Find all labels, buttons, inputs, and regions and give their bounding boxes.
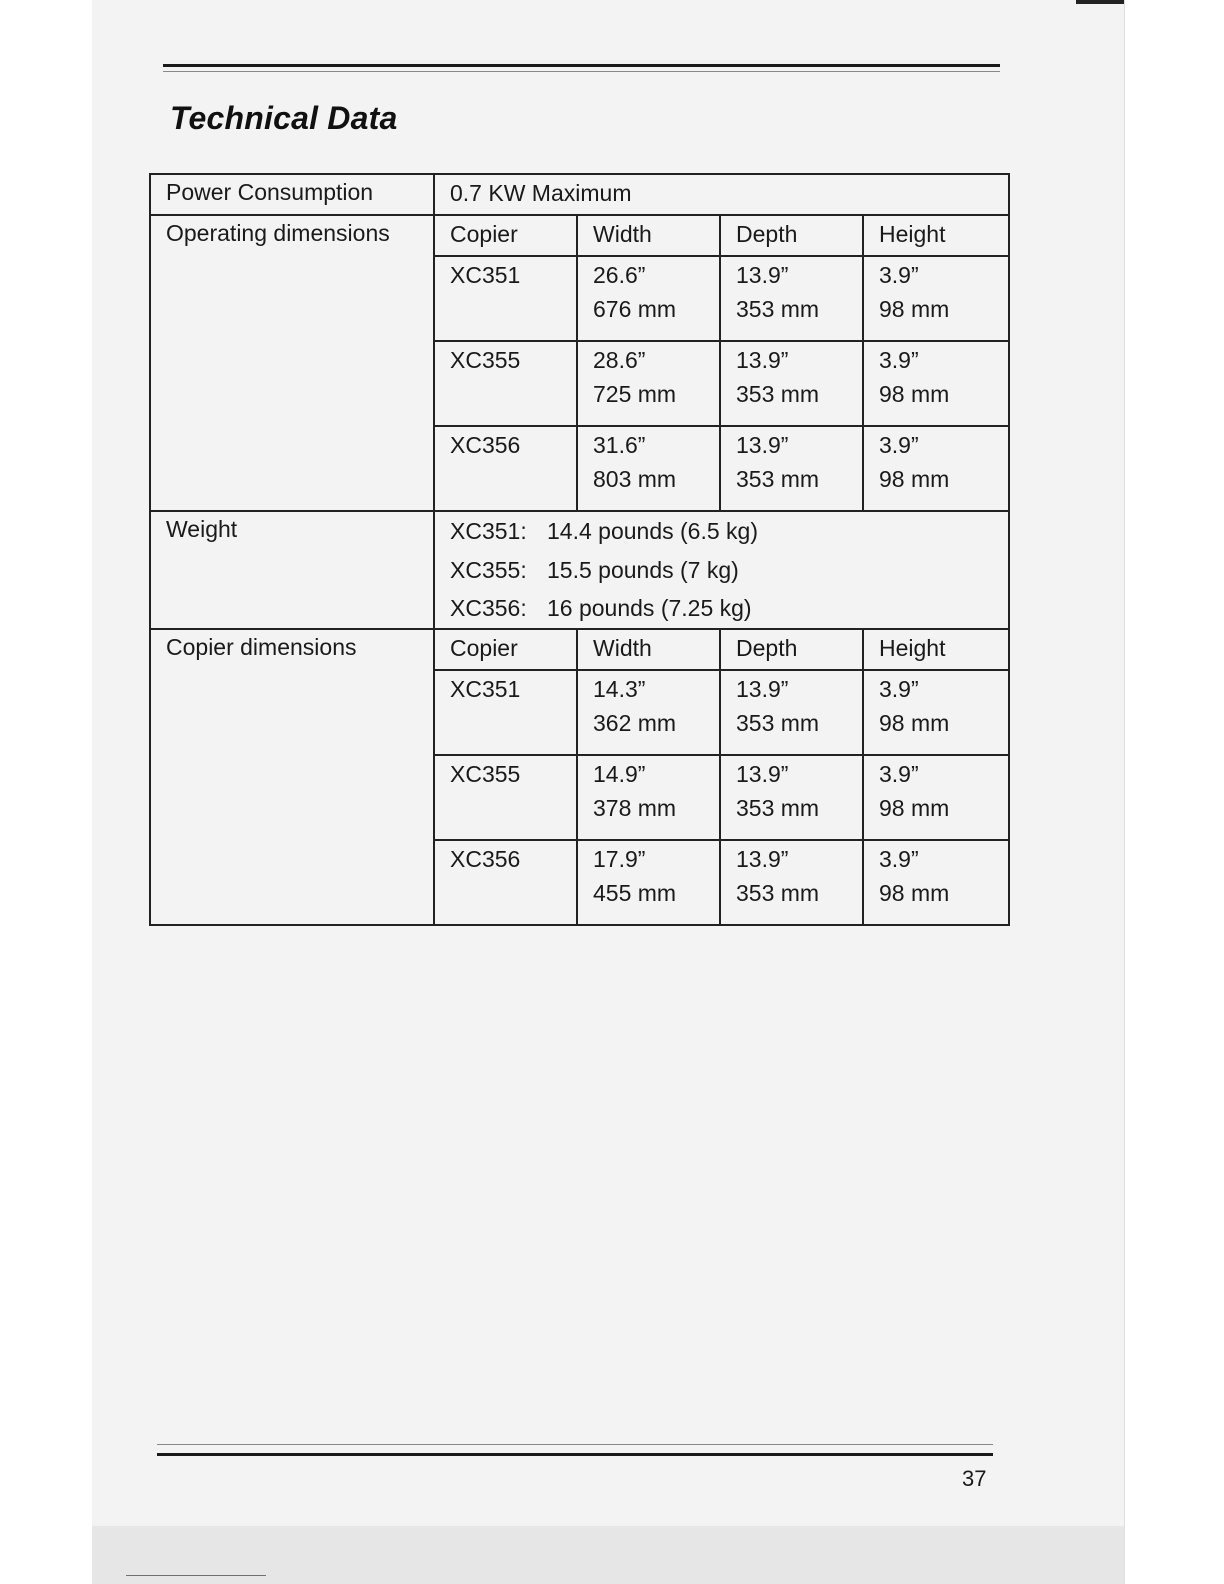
height-in: 3.9” [879,845,919,872]
header-rule-thin [163,71,1000,72]
width-mm: 676 mm [593,296,677,322]
copier-label: Copier dimensions [150,629,434,925]
depth-mm: 353 mm [736,879,820,906]
weight-model: XC356: [450,595,527,621]
width-mm: 803 mm [593,466,677,492]
weight-value: 16 pounds (7.25 kg) [547,595,752,621]
weight-values [434,511,1009,629]
copier-height [863,670,1009,755]
depth-in: 13.9” [736,845,789,872]
copier-model: XC351 [434,670,577,755]
operating-width [577,341,720,426]
operating-depth [720,426,863,511]
width-mm: 455 mm [593,879,677,906]
copier-model: XC356 [434,840,577,925]
width-mm: 725 mm [593,381,677,407]
height-mm: 98 mm [879,794,950,821]
power-row [150,174,1009,215]
operating-header-copier: Copier [434,215,577,256]
height-in: 3.9” [879,760,919,787]
page-edge [1124,0,1125,1584]
depth-mm: 353 mm [736,794,820,821]
operating-header-width: Width [577,215,720,256]
footer-rule [157,1453,993,1456]
copier-width [577,755,720,840]
operating-height [863,256,1009,341]
power-value: 0.7 KW Maximum [434,174,1009,215]
operating-label: Operating dimensions [150,215,434,511]
weight-model: XC355: [450,556,527,583]
operating-model: XC356 [434,426,577,511]
operating-depth [720,341,863,426]
width-mm: 378 mm [593,794,677,821]
operating-header-row [150,215,1009,256]
weight-label: Weight [150,511,434,629]
copier-header-copier: Copier [434,629,577,670]
copier-header-height: Height [863,629,1009,670]
operating-header-height: Height [863,215,1009,256]
copier-width [577,840,720,925]
operating-height [863,426,1009,511]
operating-header-depth: Depth [720,215,863,256]
weight-value: 15.5 pounds (7 kg) [547,556,739,583]
height-mm: 98 mm [879,381,950,407]
page-number: 37 [962,1466,987,1491]
weight-item [450,551,993,590]
operating-model: XC355 [434,341,577,426]
height-in: 3.9” [879,432,919,458]
depth-mm: 353 mm [736,709,820,736]
width-in: 26.6” [593,262,646,288]
copier-header-depth: Depth [720,629,863,670]
copier-height [863,840,1009,925]
depth-mm: 353 mm [736,296,820,322]
height-mm: 98 mm [879,466,950,492]
height-in: 3.9” [879,675,919,702]
header-rule [163,64,1000,67]
copier-model: XC355 [434,755,577,840]
corner-mark [1076,0,1124,4]
width-in: 14.3” [593,675,646,702]
link-underline [126,1575,266,1576]
power-label: Power Consumption [150,174,434,215]
height-mm: 98 mm [879,709,950,736]
weight-item [450,589,993,628]
depth-in: 13.9” [736,760,789,787]
height-mm: 98 mm [879,879,950,906]
width-mm: 362 mm [593,709,677,736]
copier-depth [720,840,863,925]
width-in: 31.6” [593,432,646,458]
depth-mm: 353 mm [736,466,820,492]
copier-height [863,755,1009,840]
copier-header-row [150,629,1009,670]
depth-mm: 353 mm [736,381,820,407]
copier-depth [720,670,863,755]
depth-in: 13.9” [736,347,789,373]
weight-value: 14.4 pounds (6.5 kg) [547,518,758,544]
height-in: 3.9” [879,347,919,373]
depth-in: 13.9” [736,675,789,702]
height-mm: 98 mm [879,296,950,322]
footer-rule-thin [157,1444,993,1445]
width-in: 17.9” [593,845,646,872]
operating-depth [720,256,863,341]
width-in: 28.6” [593,347,646,373]
weight-item [450,512,993,551]
operating-width [577,256,720,341]
depth-in: 13.9” [736,432,789,458]
operating-height [863,341,1009,426]
depth-in: 13.9” [736,262,789,288]
weight-row [150,511,1009,629]
operating-model: XC351 [434,256,577,341]
height-in: 3.9” [879,262,919,288]
weight-model: XC351: [450,518,527,544]
copier-depth [720,755,863,840]
technical-data-table [149,173,1010,926]
copier-header-width: Width [577,629,720,670]
copier-width [577,670,720,755]
page-title: Technical Data [170,100,398,136]
width-in: 14.9” [593,760,646,787]
operating-width [577,426,720,511]
